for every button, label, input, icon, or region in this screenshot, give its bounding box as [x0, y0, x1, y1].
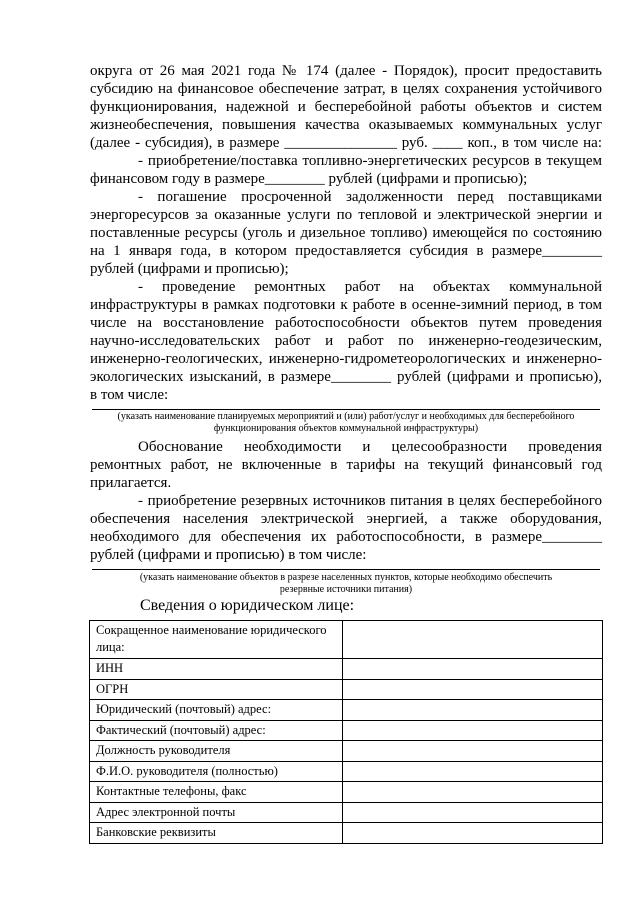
table-row — [90, 679, 603, 700]
body-line: прилагается. — [90, 475, 172, 491]
body-line: финансовом году в размере________ рублей (цифрами и прописью); — [90, 171, 528, 187]
table-row — [90, 802, 603, 823]
row-value-field[interactable] — [343, 659, 603, 680]
row-value-field[interactable] — [343, 621, 603, 659]
body-line: Обоснование необходимости и целесообразности проведения — [138, 439, 602, 455]
table-row — [90, 720, 603, 741]
row-label: ОГРН — [90, 679, 343, 700]
row-label: Адрес электронной почты — [90, 802, 343, 823]
row-label: Банковские реквизиты — [90, 823, 343, 844]
row-value-field[interactable] — [343, 700, 603, 721]
body-line: субсидию на финансовое обеспечение затрат, в целях сохранения устойчивого — [90, 81, 602, 97]
legal-entity-table — [89, 620, 603, 844]
row-value-field[interactable] — [343, 782, 603, 803]
row-label: Фактический (почтовый) адрес: — [90, 720, 343, 741]
footnote-line: (указать наименование объектов в разрезе населенных пунктов, которые необходимо обеспечить — [139, 572, 553, 583]
body-line: жизнеобеспечения, повышения качества оказываемых коммунальных услуг — [90, 117, 602, 133]
table-row — [90, 621, 603, 659]
table-row — [90, 761, 603, 782]
body-line: рублей (цифрами и прописью); — [90, 261, 289, 277]
body-line: в том числе: — [90, 387, 169, 403]
body-line: экологических изысканий, в размере________ рублей (цифрами и прописью), — [90, 369, 602, 385]
row-value-field[interactable] — [343, 741, 603, 762]
body-line: научно-исследовательских работ и работ по инженерно-геодезическим, — [90, 333, 602, 349]
body-line: числе на восстановление работоспособности объектов путем проведения — [90, 315, 602, 331]
body-line: необходимого для обеспечения их работоспособности, в размере________ — [90, 529, 602, 545]
body-line: рублей (цифрами и прописью) в том числе: — [90, 547, 367, 563]
row-value-field[interactable] — [343, 761, 603, 782]
footnote-line: функционирования объектов коммунальной инфраструктуры) — [213, 423, 479, 434]
row-label: Сокращенное наименование юридического лица: — [90, 621, 343, 659]
body-line: инженерно-геологических, инженерно-гидрометеорологических и инженерно- — [90, 351, 602, 367]
row-label: Юридический (почтовый) адрес: — [90, 700, 343, 721]
body-line: (далее - субсидия), в размере _______________ руб. ____ коп., в том числе на: — [90, 135, 602, 151]
body-line: энергоресурсов за оказанные услуги по тепловой и электрической энергии и — [90, 207, 602, 223]
row-value-field[interactable] — [343, 720, 603, 741]
footnote-line: (указать наименование планируемых мероприятий и (или) работ/услуг и необходимых для бесперебойного — [117, 411, 575, 422]
table-row — [90, 782, 603, 803]
table-row — [90, 700, 603, 721]
row-label: Контактные телефоны, факс — [90, 782, 343, 803]
row-label: Ф.И.О. руководителя (полностью) — [90, 761, 343, 782]
footnote-line: резервные источники питания) — [279, 584, 413, 595]
body-line: - погашение просроченной задолженности перед поставщиками — [138, 189, 602, 205]
body-line: на 1 января года, в котором предоставляется субсидия в размере________ — [90, 243, 602, 259]
body-line: - приобретение/поставка топливно-энергетических ресурсов в текущем — [138, 153, 602, 169]
table-row — [90, 741, 603, 762]
row-value-field[interactable] — [343, 823, 603, 844]
body-line: ремонтных работ, не включенные в тарифы на текущий финансовый год — [90, 457, 602, 473]
table-row — [90, 823, 603, 844]
body-line: - приобретение резервных источников питания в целях бесперебойного — [138, 493, 602, 509]
row-value-field[interactable] — [343, 802, 603, 823]
row-value-field[interactable] — [343, 679, 603, 700]
fill-in-line — [92, 569, 600, 570]
section-heading: Сведения о юридическом лице: — [140, 597, 355, 614]
row-label: ИНН — [90, 659, 343, 680]
body-line: функционирования, надежной и бесперебойной работы объектов и систем — [90, 99, 602, 115]
body-line: поставленные ресурсы (уголь и дизельное топливо) имеющейся по состоянию — [90, 225, 602, 241]
body-line: инфраструктуры в рамках подготовки к работе в осенне-зимний период, в том — [90, 297, 602, 313]
body-line: - проведение ремонтных работ на объектах коммунальной — [138, 279, 602, 295]
row-label: Должность руководителя — [90, 741, 343, 762]
body-line: округа от 26 мая 2021 года № 174 (далее - Порядок), просит предоставить — [90, 63, 602, 79]
table-row — [90, 659, 603, 680]
body-line: обеспечения населения электрической энергией, а также оборудования, — [90, 511, 602, 527]
